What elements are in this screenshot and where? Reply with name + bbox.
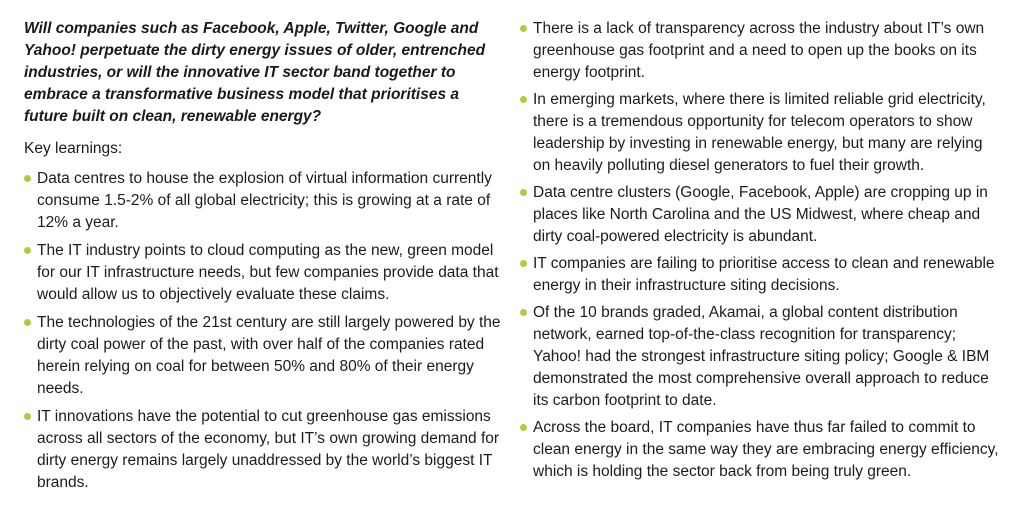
bullet-dot-icon [520, 260, 527, 267]
list-item [24, 168, 502, 234]
intro-question: Will companies such as Facebook, Apple, Twitter, Google and Yahoo! perpetuate the dirty energy issues of older, entrenched industries, or will the innovative IT sector band together to embrace a transformative business model that prioritises a future built on clean, renewable energy? [24, 20, 486, 125]
list-item-text: Of the 10 brands graded, Akamai, a global content distribution network, earned top-of-the-class recognition for transparency; Yahoo! had the strongest infrastructure siting policy; Google & IBM demonstrated the most comprehensive overall approach to reduce its carbon footprint to date. [533, 304, 990, 409]
list-item-text: There is a lack of transparency across the industry about IT’s own greenhouse gas footprint and a need to open up the books on its energy footprint. [533, 20, 985, 81]
list-item [24, 406, 502, 494]
list-item-text: IT innovations have the potential to cut greenhouse gas emissions across all sectors of the economy, but IT’s own growing demand for dirty energy remains largely unaddressed by the world’s biggest IT brands. [37, 408, 500, 491]
bullet-dot-icon [24, 175, 31, 182]
list-item-text: In emerging markets, where there is limited reliable grid electricity, there is a tremendous opportunity for telecom operators to show leadership by investing in renewable energy, but many are relying on heavily polluting diesel generators to fuel their growth. [533, 91, 986, 174]
list-item [24, 312, 502, 400]
bullet-dot-icon [520, 309, 527, 316]
list-item-text: Across the board, IT companies have thus far failed to commit to clean energy in the same way they are embracing energy efficiency, which is holding the sector back from being truly green. [533, 419, 999, 480]
list-item [520, 417, 1003, 483]
list-item [520, 302, 1003, 412]
key-learnings-list-left [24, 168, 502, 494]
list-item-text: IT companies are failing to prioritise access to clean and renewable energy in their infrastructure siting decisions. [533, 255, 995, 294]
list-item [24, 240, 502, 306]
bullet-dot-icon [24, 247, 31, 254]
bullet-dot-icon [520, 424, 527, 431]
list-item [520, 182, 1003, 248]
right-column [520, 18, 1003, 488]
key-learnings-list-right [520, 18, 1003, 483]
bullet-dot-icon [24, 413, 31, 420]
left-column [24, 18, 502, 500]
list-item [520, 89, 1003, 177]
list-item-text: Data centre clusters (Google, Facebook, Apple) are cropping up in places like North Carolina and the US Midwest, where cheap and dirty coal-powered electricity is abundant. [533, 184, 988, 245]
bullet-dot-icon [520, 96, 527, 103]
bullet-dot-icon [24, 319, 31, 326]
key-learnings-heading: Key learnings: [24, 140, 123, 157]
list-item-text: Data centres to house the explosion of virtual information currently consume 1.5-2% of all global electricity; this is growing at a rate of 12% a year. [37, 170, 492, 231]
bullet-dot-icon [520, 189, 527, 196]
list-item [520, 253, 1003, 297]
list-item [520, 18, 1003, 84]
list-item-text: The technologies of the 21st century are still largely powered by the dirty coal power of the past, with over half of the companies rated herein relying on coal for between 50% and 80% of their energy needs. [37, 314, 501, 397]
list-item-text: The IT industry points to cloud computing as the new, green model for our IT infrastructure needs, but few companies provide data that would allow us to objectively evaluate these claims. [37, 242, 499, 303]
bullet-dot-icon [520, 25, 527, 32]
